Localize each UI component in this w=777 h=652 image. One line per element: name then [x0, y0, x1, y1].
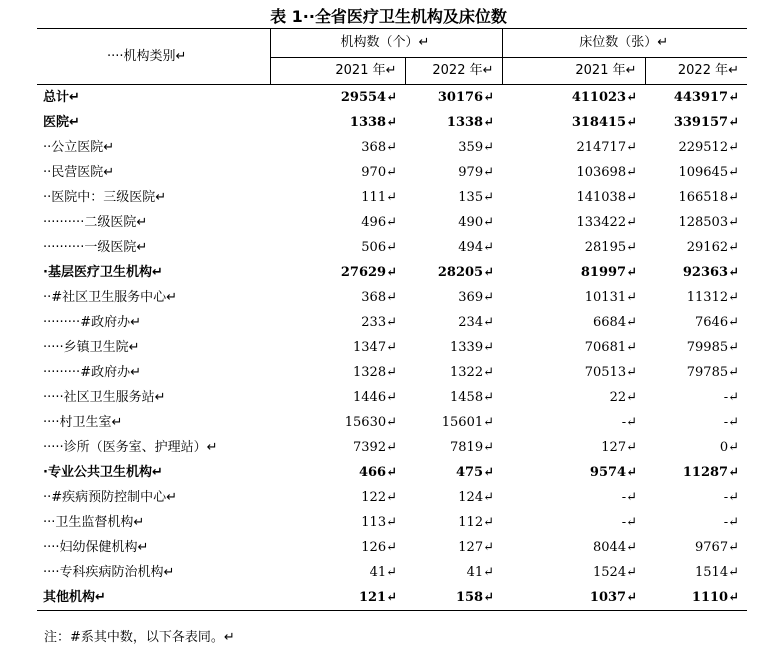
- cell-institutions-2022: 7819↵: [450, 440, 494, 455]
- cell-beds-2022: 7646↵: [695, 315, 739, 330]
- cell-institutions-2022: 369↵: [458, 290, 494, 305]
- table-row: [37, 585, 747, 611]
- table-row: [37, 385, 747, 410]
- cell-beds-2021: 411023↵: [571, 90, 637, 105]
- cell-institutions-2021: 1338↵: [349, 115, 397, 130]
- medical-institutions-table: [37, 28, 747, 611]
- cell-beds-2021: -↵: [621, 490, 637, 505]
- cell-institutions-2021: 506↵: [361, 240, 397, 255]
- cell-beds-2021: 133422↵: [576, 215, 637, 230]
- cell-institutions-2022: 1322↵: [450, 365, 494, 380]
- cell-beds-2022: 29162↵: [686, 240, 739, 255]
- cell-institutions-2022: 127↵: [458, 540, 494, 555]
- header-category: ····机构类别↵: [37, 29, 270, 85]
- cell-institutions-2021: 29554↵: [340, 90, 397, 105]
- cell-institutions-2022: 234↵: [458, 315, 494, 330]
- cell-institutions-2022: 30176↵: [437, 90, 494, 105]
- row-category: ··········二级医院↵: [43, 215, 148, 230]
- table-row: [37, 335, 747, 360]
- row-category: 医院↵: [43, 115, 80, 130]
- cell-institutions-2022: 1338↵: [446, 115, 494, 130]
- cell-beds-2022: 1514↵: [695, 565, 739, 580]
- row-category: ··公立医院↵: [43, 140, 115, 155]
- table-row: [37, 460, 747, 485]
- row-category: ··#社区卫生服务中心↵: [43, 290, 178, 305]
- cell-beds-2021: 127↵: [601, 440, 637, 455]
- table-row: [37, 210, 747, 235]
- cell-beds-2022: 92363↵: [682, 265, 739, 280]
- cell-beds-2021: 22↵: [609, 390, 637, 405]
- table-row: [37, 135, 747, 160]
- header-year-institutions-2021: 2021 年↵: [270, 58, 405, 85]
- table-row: [37, 235, 747, 260]
- cell-institutions-2022: 979↵: [458, 165, 494, 180]
- cell-beds-2021: 318415↵: [571, 115, 637, 130]
- row-category: 其他机构↵: [37, 585, 270, 611]
- cell-beds-2021: 81997↵: [580, 265, 637, 280]
- cell-beds-2022: 109645↵: [678, 165, 739, 180]
- cell-beds-2021: 1524↵: [593, 565, 637, 580]
- cell-institutions-2021: 113↵: [361, 515, 397, 530]
- cell-beds-2021: 141038↵: [576, 190, 637, 205]
- cell-institutions-2021: 7392↵: [353, 440, 397, 455]
- cell-beds-2021: 70681↵: [584, 340, 637, 355]
- cell-institutions-2022: 41↵: [466, 565, 494, 580]
- cell-institutions-2022: 15601↵: [441, 415, 494, 430]
- table-row: [37, 410, 747, 435]
- cell-institutions-2021: 41↵: [369, 565, 397, 580]
- table-row: [37, 560, 747, 585]
- cell-institutions-2021: 466↵: [358, 465, 397, 480]
- cell-institutions-2022: 494↵: [458, 240, 494, 255]
- cell-institutions-2021: 27629↵: [340, 265, 397, 280]
- header-year-beds-2021: 2021 年↵: [502, 58, 645, 85]
- footnote: 注：#系其中数，以下各表同。↵: [44, 630, 235, 645]
- cell-beds-2021: 103698↵: [576, 165, 637, 180]
- cell-beds-2021: 8044↵: [593, 540, 637, 555]
- cell-institutions-2022: 1458↵: [450, 390, 494, 405]
- cell-institutions-2022: 112↵: [458, 515, 494, 530]
- table-row: [37, 485, 747, 510]
- cell-institutions-2022: 475↵: [455, 465, 494, 480]
- header-institutions-group: 机构数（个）↵: [270, 29, 502, 58]
- table-row: [37, 310, 747, 335]
- row-category: ·专业公共卫生机构↵: [43, 465, 163, 480]
- table-row: [37, 260, 747, 285]
- row-category: ·········#政府办↵: [43, 315, 141, 330]
- cell-institutions-2021: 111↵: [361, 190, 397, 205]
- cell-beds-2021: -↵: [621, 415, 637, 430]
- header-beds-group: 床位数（张）↵: [502, 29, 747, 58]
- cell-beds-2022: 9767↵: [695, 540, 739, 555]
- cell-beds-2021: 9574↵: [589, 465, 637, 480]
- table-row: [37, 160, 747, 185]
- cell-beds-2021: 214717↵: [576, 140, 637, 155]
- cell-institutions-2021: 496↵: [361, 215, 397, 230]
- cell-institutions-2021: 122↵: [361, 490, 397, 505]
- cell-beds-2021: 10131↵: [584, 290, 637, 305]
- cell-institutions-2021: 121↵: [270, 585, 405, 611]
- table-row: [37, 535, 747, 560]
- cell-institutions-2022: 1339↵: [450, 340, 494, 355]
- header-year-beds-2022: 2022 年↵: [645, 58, 747, 85]
- cell-institutions-2021: 970↵: [361, 165, 397, 180]
- cell-beds-2022: -↵: [723, 490, 739, 505]
- cell-institutions-2022: 135↵: [458, 190, 494, 205]
- cell-institutions-2022: 490↵: [458, 215, 494, 230]
- row-category: ····专科疾病防治机构↵: [43, 565, 175, 580]
- cell-beds-2022: 79985↵: [686, 340, 739, 355]
- cell-institutions-2022: 28205↵: [437, 265, 494, 280]
- table-row: [37, 285, 747, 310]
- row-category: ··医院中：三级医院↵: [43, 190, 167, 205]
- table-row: [37, 185, 747, 210]
- cell-beds-2022: -↵: [723, 515, 739, 530]
- cell-institutions-2021: 1347↵: [353, 340, 397, 355]
- row-category: ····村卫生室↵: [43, 415, 123, 430]
- row-category: ·····乡镇卫生院↵: [43, 340, 140, 355]
- cell-institutions-2021: 368↵: [361, 140, 397, 155]
- table-row: [37, 110, 747, 135]
- cell-institutions-2021: 233↵: [361, 315, 397, 330]
- cell-institutions-2021: 1446↵: [353, 390, 397, 405]
- cell-beds-2022: 166518↵: [678, 190, 739, 205]
- table-row: [37, 85, 747, 111]
- cell-beds-2022: 79785↵: [686, 365, 739, 380]
- row-category: 总计↵: [43, 90, 80, 105]
- row-category: ·········#政府办↵: [43, 365, 141, 380]
- row-category: ·····社区卫生服务站↵: [43, 390, 166, 405]
- table-title: 表 1··全省医疗卫生机构及床位数: [270, 7, 507, 26]
- table-row: [37, 510, 747, 535]
- cell-beds-2021: 70513↵: [584, 365, 637, 380]
- table-row: [37, 360, 747, 385]
- cell-beds-2022: 443917↵: [673, 90, 739, 105]
- cell-beds-2022: -↵: [723, 415, 739, 430]
- row-category: ·基层医疗卫生机构↵: [43, 265, 163, 280]
- cell-beds-2022: 11287↵: [682, 465, 739, 480]
- table-row: [37, 435, 747, 460]
- row-category: ··民营医院↵: [43, 165, 115, 180]
- cell-beds-2022: 0↵: [719, 440, 739, 455]
- cell-beds-2022: 11312↵: [686, 290, 739, 305]
- cell-beds-2021: 6684↵: [593, 315, 637, 330]
- cell-beds-2022: 229512↵: [678, 140, 739, 155]
- cell-institutions-2022: 124↵: [458, 490, 494, 505]
- table-body: [37, 85, 747, 611]
- cell-beds-2022: 339157↵: [673, 115, 739, 130]
- cell-institutions-2021: 15630↵: [344, 415, 397, 430]
- row-category: ·····诊所（医务室、护理站）↵: [43, 440, 218, 455]
- cell-beds-2022: 128503↵: [678, 215, 739, 230]
- cell-institutions-2022: 158↵: [405, 585, 502, 611]
- cell-beds-2021: -↵: [621, 515, 637, 530]
- cell-institutions-2021: 126↵: [361, 540, 397, 555]
- row-category: ···卫生监督机构↵: [43, 515, 145, 530]
- cell-beds-2021: 28195↵: [584, 240, 637, 255]
- row-category: ··········一级医院↵: [43, 240, 148, 255]
- cell-institutions-2021: 368↵: [361, 290, 397, 305]
- header-year-institutions-2022: 2022 年↵: [405, 58, 502, 85]
- cell-beds-2022: -↵: [723, 390, 739, 405]
- row-category: ····妇幼保健机构↵: [43, 540, 149, 555]
- cell-institutions-2022: 359↵: [458, 140, 494, 155]
- cell-institutions-2021: 1328↵: [353, 365, 397, 380]
- cell-beds-2022: 1110↵: [645, 585, 747, 611]
- cell-beds-2021: 1037↵: [502, 585, 645, 611]
- row-category: ··#疾病预防控制中心↵: [43, 490, 178, 505]
